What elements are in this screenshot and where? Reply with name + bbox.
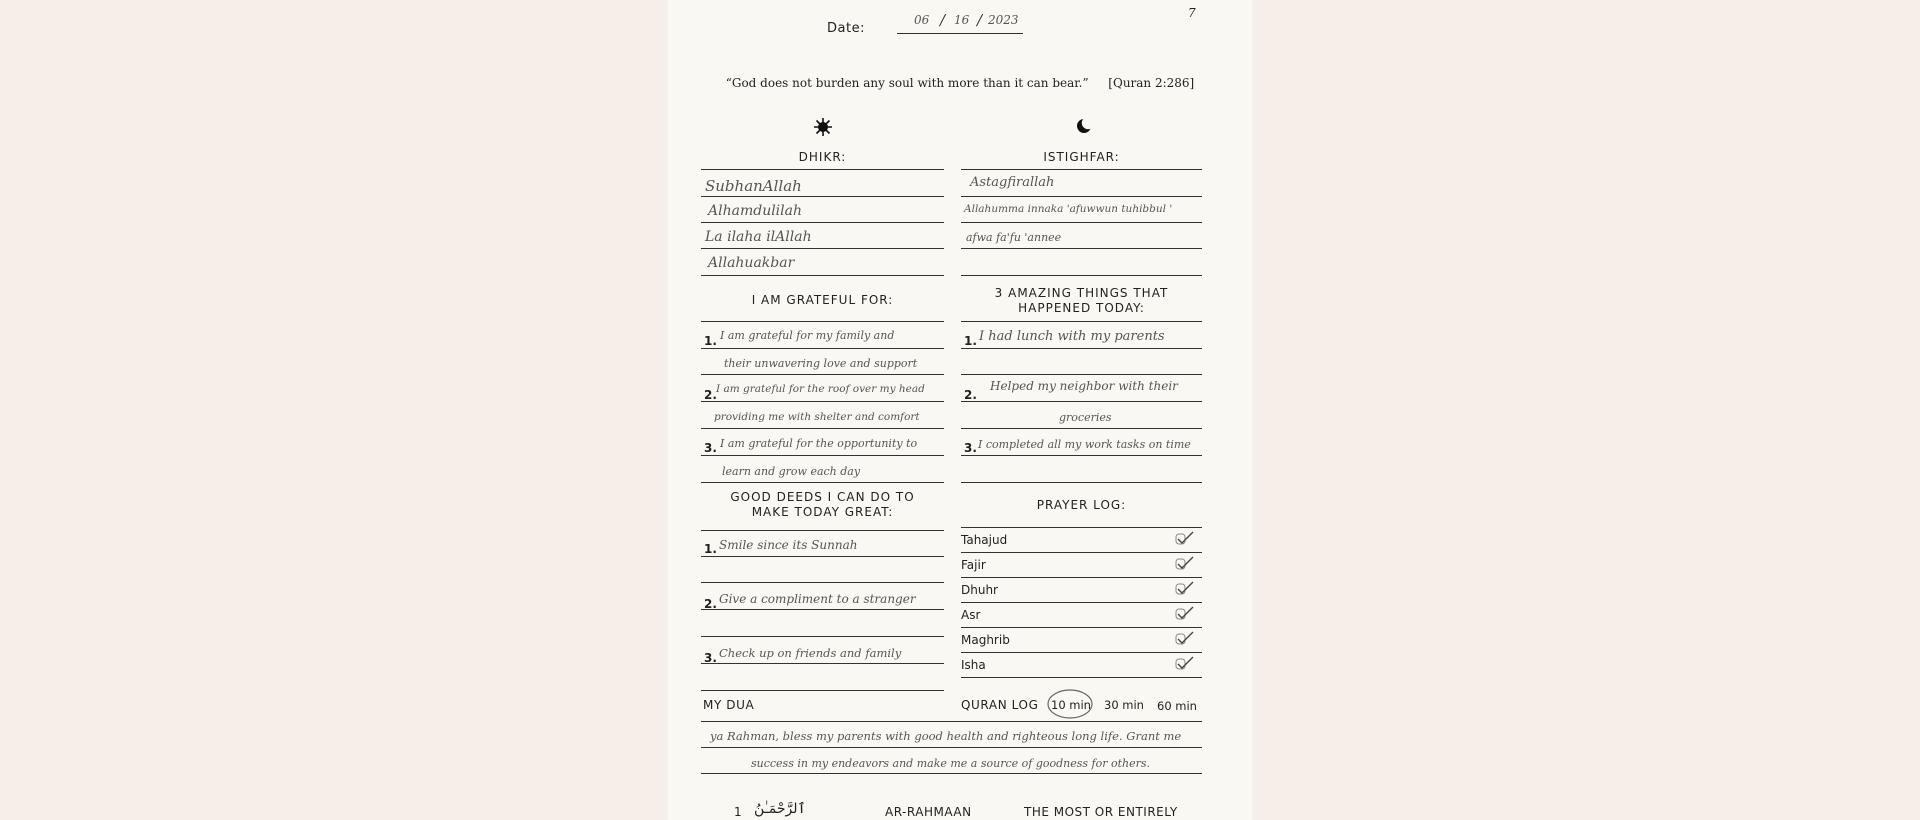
grateful-item: I am grateful for the roof over my head [716, 383, 925, 395]
dhikr-entry: Alhamdulilah [708, 203, 803, 219]
date-day: 16 [954, 13, 970, 27]
item-number: 3. [964, 441, 977, 455]
rule [961, 248, 1202, 249]
date-separator: / [977, 11, 983, 29]
date-field[interactable] [904, 11, 1027, 33]
rule [701, 321, 944, 322]
good-deed-item: Smile since its Sunnah [719, 538, 858, 552]
item-number: 1. [704, 334, 717, 348]
grateful-item: learn and grow each day [722, 465, 861, 478]
dua-line: success in my endeavors and make me a source of goodness for others. [751, 757, 1151, 770]
name-number: 1 [734, 805, 742, 819]
rule [701, 663, 944, 664]
sun-icon [814, 118, 832, 136]
good-deed-item: Give a compliment to a stranger [719, 592, 916, 606]
rule [961, 374, 1202, 375]
item-number: 2. [964, 388, 977, 402]
name-meaning: THE MOST OR ENTIRELY [1024, 805, 1178, 819]
rule [701, 348, 944, 349]
prayer-checkbox[interactable] [1174, 555, 1194, 571]
good-deeds-title-line2: MAKE TODAY GREAT: [751, 505, 894, 519]
rule [961, 527, 1202, 528]
name-transliteration: AR-RAHMAAN [885, 805, 972, 819]
rule [701, 374, 944, 375]
prayer-name: Isha [961, 658, 986, 672]
prayer-checkbox[interactable] [1174, 655, 1194, 671]
rule [701, 721, 1202, 722]
prayer-name: Fajir [961, 558, 986, 572]
selection-circle [1046, 688, 1094, 720]
rule [961, 169, 1202, 170]
rule [701, 747, 1202, 748]
prayer-name: Asr [961, 608, 981, 622]
rule [961, 552, 1202, 553]
dhikr-entry: Allahuakbar [708, 255, 795, 271]
rule [701, 530, 944, 531]
rule [961, 348, 1202, 349]
rule [961, 482, 1202, 483]
dhikr-entry: La ilaha ilAllah [705, 229, 812, 245]
good-deeds-title-line1: GOOD DEEDS I CAN DO TO [730, 490, 915, 504]
date-underline [897, 33, 1023, 34]
prayer-name: Tahajud [961, 533, 1008, 547]
prayer-checkbox[interactable] [1174, 630, 1194, 646]
name-arabic: ٱلرَّحْمَـٰنُ [754, 801, 806, 817]
prayer-name: Maghrib [961, 633, 1010, 647]
moon-icon [1076, 118, 1092, 134]
date-label: Date: [827, 21, 865, 36]
rule [961, 321, 1202, 322]
rule [701, 690, 944, 691]
amazing-title [961, 286, 1202, 316]
date-month: 06 [914, 13, 930, 27]
page-number: 7 [1188, 6, 1196, 20]
prayer-checkbox[interactable] [1174, 580, 1194, 596]
quran-option-30[interactable]: 30 min [1104, 698, 1144, 712]
quote-source: [Quran 2:286] [1108, 76, 1195, 90]
istighfar-entry: afwa fa'fu 'annee [966, 231, 1062, 244]
grateful-item: their unwavering love and support [724, 357, 918, 370]
grateful-item: providing me with shelter and comfort [714, 411, 920, 423]
amazing-title-line2: HAPPENED TODAY: [1018, 301, 1145, 315]
date-separator: / [940, 11, 946, 29]
rule [961, 577, 1202, 578]
quote [668, 76, 1252, 90]
prayer-log-title: PRAYER LOG: [1036, 498, 1127, 512]
quran-option-10[interactable]: 10 min [1051, 698, 1091, 712]
rule [701, 275, 944, 276]
item-number: 2. [704, 597, 717, 611]
rule [961, 222, 1202, 223]
rule [701, 773, 1202, 774]
grateful-title: I AM GRATEFUL FOR: [751, 293, 894, 307]
rule [701, 609, 944, 610]
rule [701, 582, 944, 583]
rule [961, 275, 1202, 276]
amazing-item: I completed all my work tasks on time [978, 438, 1191, 451]
my-dua-title: MY DUA [703, 698, 755, 712]
rule [961, 652, 1202, 653]
rule [961, 455, 1202, 456]
prayer-name: Dhuhr [961, 583, 998, 597]
istighfar-entry: Allahumma innaka 'afuwwun tuhibbul ' [964, 203, 1173, 215]
item-number: 1. [964, 334, 977, 348]
rule [701, 196, 944, 197]
rule [961, 677, 1202, 678]
item-number: 3. [704, 651, 717, 665]
rule [701, 455, 944, 456]
date-year: 2023 [988, 13, 1019, 27]
quran-log-title: QURAN LOG [961, 698, 1039, 712]
rule [701, 482, 944, 483]
rule [961, 401, 1202, 402]
good-deed-item: Check up on friends and family [719, 646, 902, 660]
rule [701, 401, 944, 402]
prayer-checkbox[interactable] [1174, 605, 1194, 621]
rule [701, 636, 944, 637]
rule [701, 556, 944, 557]
rule [701, 428, 944, 429]
grateful-item: I am grateful for my family and [720, 329, 895, 342]
good-deeds-title [701, 490, 944, 520]
rule [961, 196, 1202, 197]
amazing-item: I had lunch with my parents [979, 329, 1165, 344]
item-number: 1. [704, 542, 717, 556]
quote-text: “God does not burden any soul with more than it can bear.” [725, 76, 1089, 90]
rule [701, 222, 944, 223]
rule [701, 169, 944, 170]
item-number: 3. [704, 441, 717, 455]
rule [961, 627, 1202, 628]
grateful-item: I am grateful for the opportunity to [720, 437, 918, 450]
amazing-title-line1: 3 AMAZING THINGS THAT [994, 286, 1169, 300]
quran-option-60[interactable]: 60 min [1157, 699, 1197, 713]
amazing-item: groceries [1059, 411, 1112, 424]
istighfar-title: ISTIGHFAR: [1043, 150, 1120, 164]
dua-line: ya Rahman, bless my parents with good health and righteous long life. Grant me [710, 729, 1182, 743]
rule [701, 248, 944, 249]
rule [961, 428, 1202, 429]
prayer-checkbox[interactable] [1174, 530, 1194, 546]
amazing-item: Helped my neighbor with their [990, 379, 1178, 393]
journal-page [668, 0, 1252, 820]
istighfar-entry: Astagfirallah [970, 175, 1055, 190]
dhikr-entry: SubhanAllah [705, 177, 802, 195]
dhikr-title: DHIKR: [798, 150, 847, 164]
item-number: 2. [704, 388, 717, 402]
rule [961, 602, 1202, 603]
